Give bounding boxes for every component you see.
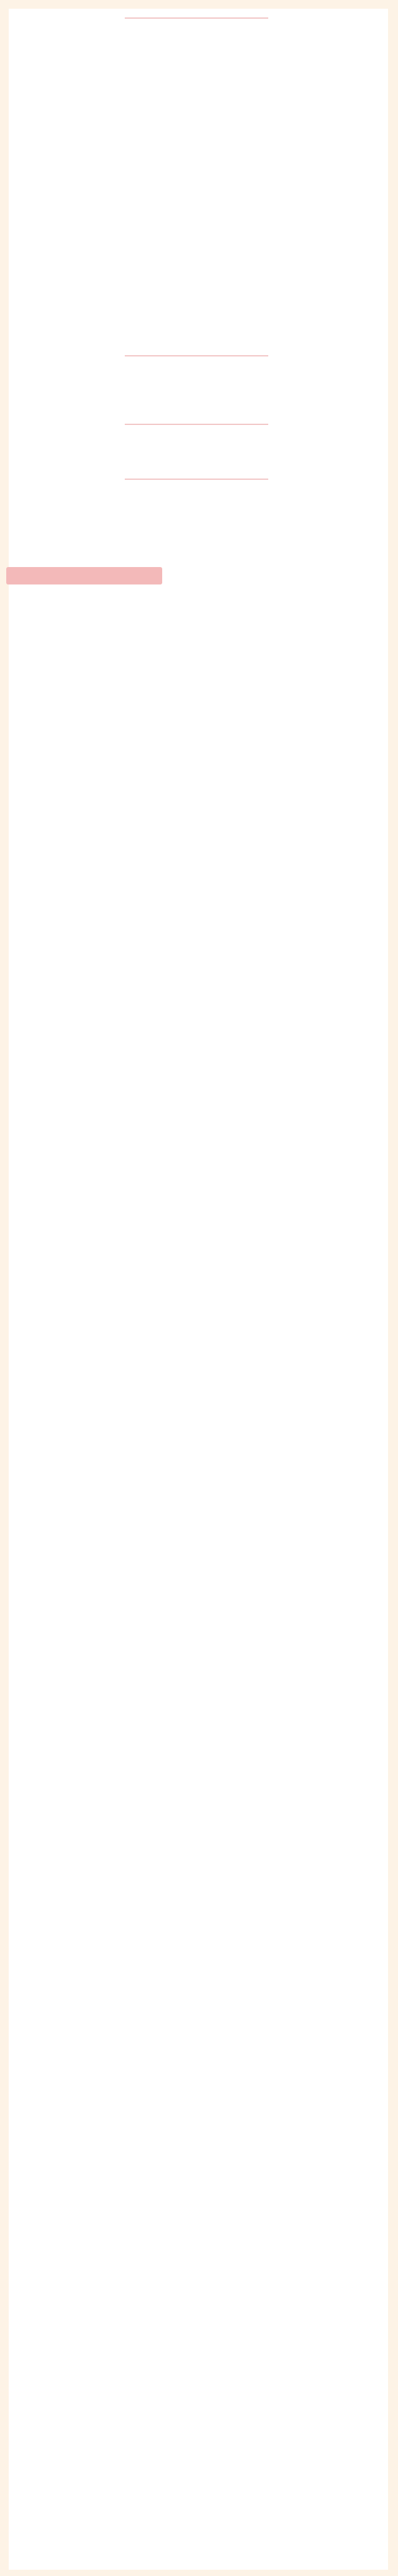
banner-604 bbox=[125, 471, 268, 487]
banner-601 bbox=[125, 10, 268, 26]
page-frame bbox=[9, 9, 388, 2570]
section-title-bar bbox=[6, 567, 162, 584]
banner-602 bbox=[125, 348, 268, 364]
banner-603 bbox=[125, 416, 268, 432]
